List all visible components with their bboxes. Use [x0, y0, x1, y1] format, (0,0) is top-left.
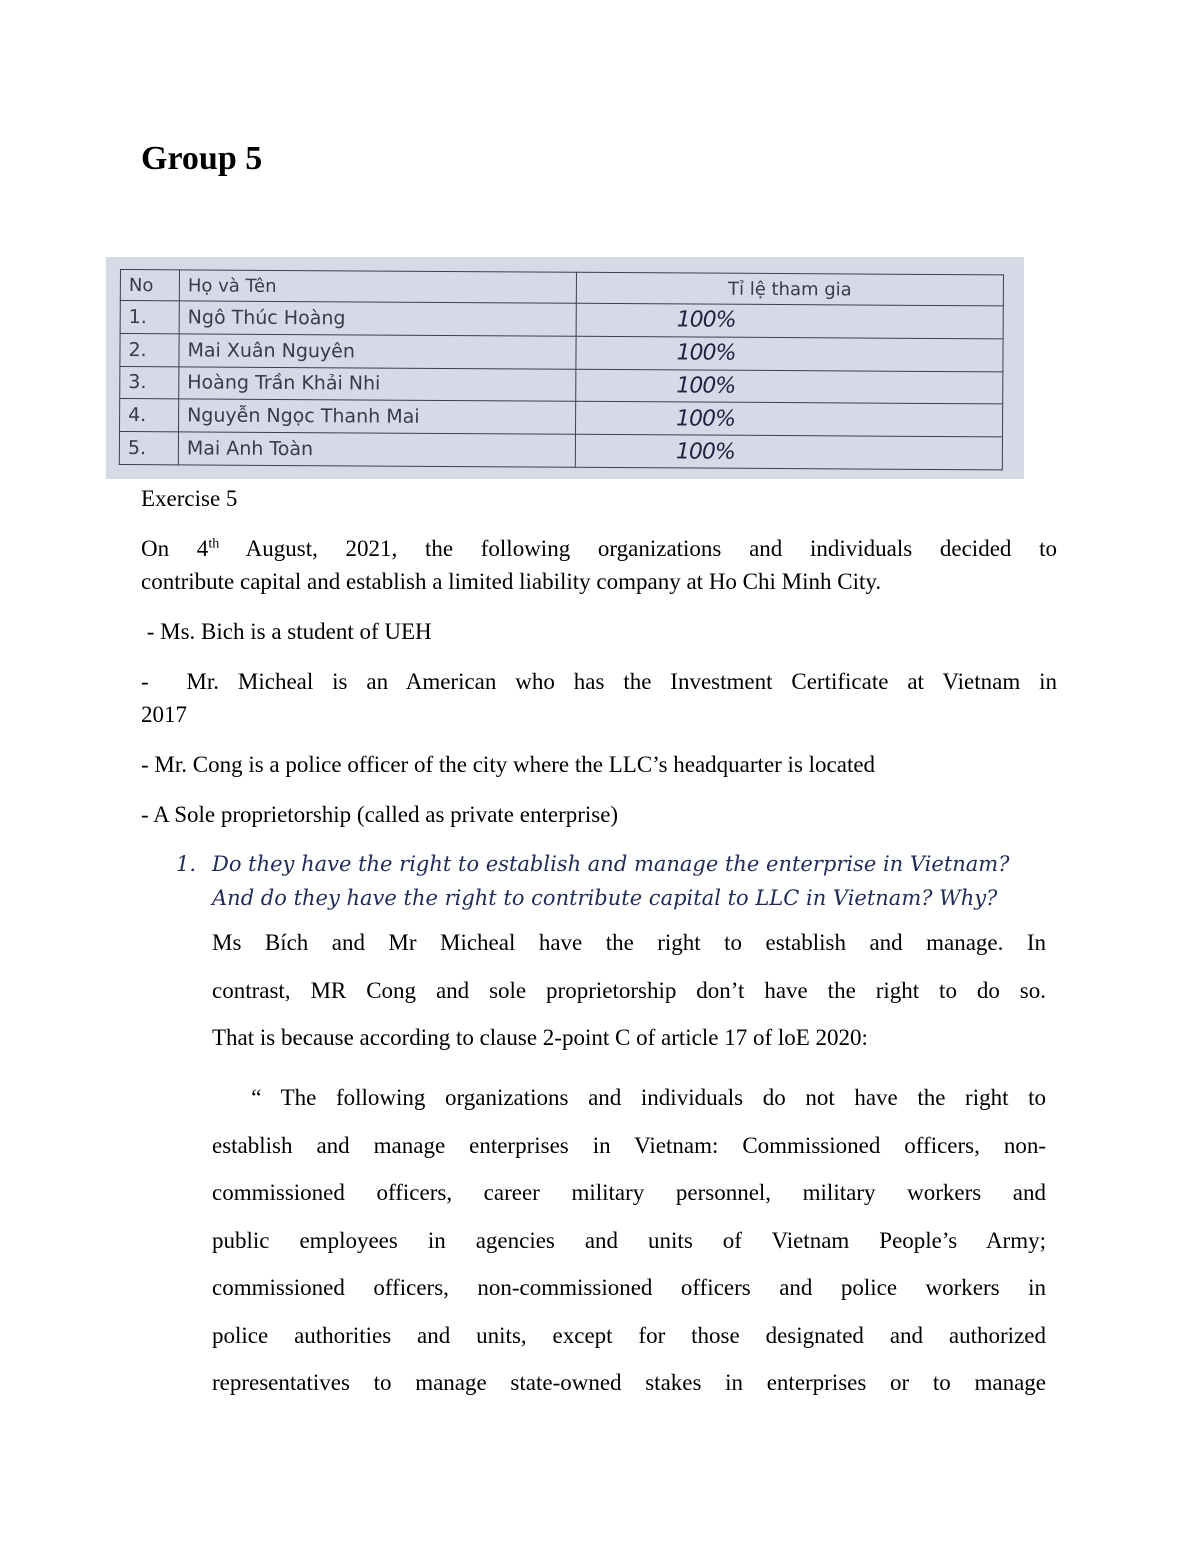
intro-part-2: August, 2021, the following organizations and individuals decided to	[219, 536, 1057, 561]
members-table	[119, 269, 1004, 470]
bullet-micheal-line-2: 2017	[141, 702, 187, 727]
row-no: 1.	[120, 301, 179, 334]
header-no: No	[120, 270, 179, 301]
intro-superscript: th	[208, 536, 220, 552]
quote-line: police authorities and units, except for those designated and authorized	[212, 1322, 1046, 1348]
quote-line: commissioned officers, career military personnel, military workers and	[212, 1180, 1046, 1205]
answer-line: Ms Bích and Mr Micheal have the right to establish and manage. In	[212, 930, 1046, 955]
intro-line-2: contribute capital and establish a limited liability company at Ho Chi Minh City.	[141, 569, 882, 594]
quote-line: representatives to manage state-owned stakes in enterprises or to manage	[212, 1370, 1046, 1395]
intro-line-1	[141, 534, 1057, 564]
bullet-micheal-line-1: - Mr. Micheal is an American who has the Investment Certificate at Vietnam in	[141, 669, 1057, 694]
row-name: Nguyễn Ngọc Thanh Mai	[179, 399, 576, 434]
row-no: 4.	[120, 399, 179, 432]
question-number: 1.	[176, 852, 197, 876]
question-line-1: Do they have the right to establish and manage the enterprise in Vietnam?	[212, 852, 1010, 876]
answer-line: contrast, MR Cong and sole proprietorship don’t have the right to do so.	[212, 977, 1046, 1003]
bullet-bich: - Ms. Bich is a student of UEH	[141, 619, 432, 644]
members-table-photo	[106, 257, 1024, 479]
exercise-heading: Exercise 5	[141, 486, 238, 511]
header-participation: Tỉ lệ tham gia	[576, 272, 1003, 306]
header-name: Họ và Tên	[179, 270, 576, 303]
answer-paragraph	[212, 919, 1046, 1062]
quote-paragraph	[212, 1074, 1046, 1407]
page-title: Group 5	[141, 140, 263, 177]
table-row	[120, 366, 1003, 404]
row-no: 2.	[120, 333, 179, 366]
row-participation: 100%	[575, 402, 1002, 437]
quote-line: “ The following organizations and individuals do not have the right to	[212, 1085, 1046, 1110]
quote-line: establish and manage enterprises in Vietnam: Commissioned officers, non-	[212, 1132, 1046, 1158]
row-participation: 100%	[576, 369, 1003, 404]
question-line-2: And do they have the right to contribute capital to LLC in Vietnam? Why?	[212, 886, 998, 910]
bullet-cong: - Mr. Cong is a police officer of the city where the LLC’s headquarter is located	[141, 752, 876, 777]
answer-line: That is because according to clause 2-point C of article 17 of loE 2020:	[212, 1025, 868, 1050]
row-participation: 100%	[576, 303, 1003, 338]
row-participation: 100%	[575, 434, 1002, 469]
table-row	[119, 432, 1002, 470]
row-name: Hoàng Trần Khải Nhi	[179, 366, 576, 401]
row-no: 5.	[119, 432, 178, 465]
quote-line: commissioned officers, non-commissioned officers and police workers in	[212, 1275, 1046, 1300]
row-name: Mai Xuân Nguyên	[179, 334, 576, 369]
row-name: Ngô Thúc Hoàng	[179, 301, 576, 336]
row-name: Mai Anh Toàn	[178, 432, 575, 467]
row-no: 3.	[120, 366, 179, 399]
intro-part-1: On 4	[141, 536, 209, 561]
table-row	[120, 301, 1003, 339]
bullet-sole-proprietorship: - A Sole proprietorship (called as private enterprise)	[141, 802, 619, 827]
table-row	[120, 399, 1003, 437]
row-participation: 100%	[576, 336, 1003, 371]
quote-line: public employees in agencies and units of Vietnam People’s Army;	[212, 1227, 1046, 1253]
table-row	[120, 333, 1003, 371]
